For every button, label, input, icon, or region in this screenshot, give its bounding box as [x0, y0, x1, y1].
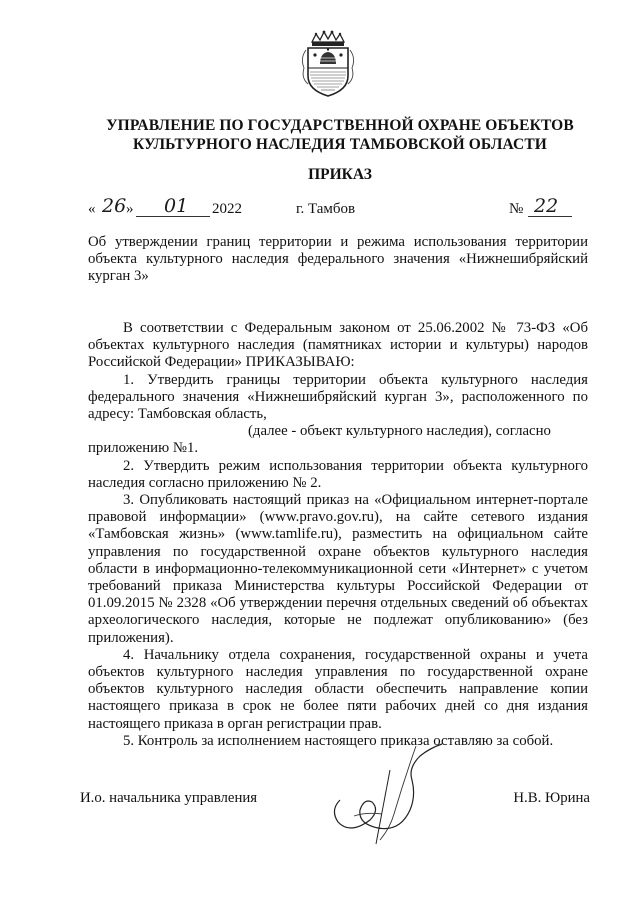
body-paragraph-item-2: 2. Утвердить режим использования территории объекта культурного наследия согласно приложению № 2. [88, 457, 588, 491]
body-paragraph-item-3: 3. Опубликовать настоящий приказ на «Официальном интернет-портале правовой информации» (www.pravo.gov.ru), на сайте сетевого издания «Тамбовская жизнь» (www.tamlife.ru), разместить на официальном сайте управления по государственной охране объектов культурного наследия области в информационно-телекоммуникационной сети «Интернет» с учетом требований приказа Министерства культуры Российской Федерации от 01.09.2015 № 2328 «Об утверждении перечня отдельных сведений об объектах археологического наследия, которые не подлежат опубликованию» (без приложения). [88, 492, 588, 646]
organization-title-line-1: УПРАВЛЕНИЕ ПО ГОСУДАРСТВЕННОЙ ОХРАНЕ ОБЪЕКТОВ [106, 117, 574, 134]
date-month: 01 [164, 195, 189, 217]
date-quote-close: » [126, 201, 134, 217]
body-paragraph-item-1-tail: (далее - объект культурного наследия), согласно [248, 423, 551, 440]
tambov-coat-of-arms-icon [298, 28, 358, 98]
body-paragraph-item-1-end: приложению №1. [88, 440, 199, 457]
body-paragraph-preamble: В соответствии с Федеральным законом от 25.06.2002 № 73-ФЗ «Об объектах культурного наследия (памятниках истории и культуры) народов Российской Федерации» ПРИКАЗЫВАЮ: [88, 320, 588, 371]
organization-title-line-2: КУЛЬТУРНОГО НАСЛЕДИЯ ТАМБОВСКОЙ ОБЛАСТИ [133, 136, 547, 153]
handwritten-signature [320, 740, 460, 850]
city: г. Тамбов [296, 201, 356, 217]
body-paragraph-item-4: 4. Начальнику отдела сохранения, государственной охраны и учета объектов культурного наследия управления по государственной охране объектов культурного наследия области обеспечить направление копии настоящего приказа в срок не более пяти рабочих дней со дня издания настоящего приказа в орган регистрации прав. [88, 646, 588, 732]
body-paragraph-item-5: 5. Контроль за исполнением настоящего приказа оставляю за собой. [123, 732, 554, 749]
document-body [88, 320, 588, 750]
document-subject: Об утверждении границ территории и режима использования территории объекта культурного наследия федерального значения «Нижнешибряйский курган 3» [88, 234, 588, 284]
body-paragraph-item-1: 1. Утвердить границы территории объекта культурного наследия федерального значения «Нижнешибряйский курган 3», расположенного по адресу: Тамбовская область, [88, 371, 588, 423]
document-number: 22 [534, 195, 559, 217]
signatory-position: И.о. начальника управления [80, 790, 258, 806]
number-prefix: № [509, 201, 524, 217]
organization-title [60, 116, 620, 154]
document-type-title: ПРИКАЗ [308, 166, 372, 183]
date-quote-open: « [88, 201, 96, 217]
signatory-name: Н.В. Юрина [513, 790, 590, 806]
date-year: 2022 [212, 201, 242, 217]
date-number-line [88, 197, 588, 223]
date-day: 26 [102, 195, 127, 217]
